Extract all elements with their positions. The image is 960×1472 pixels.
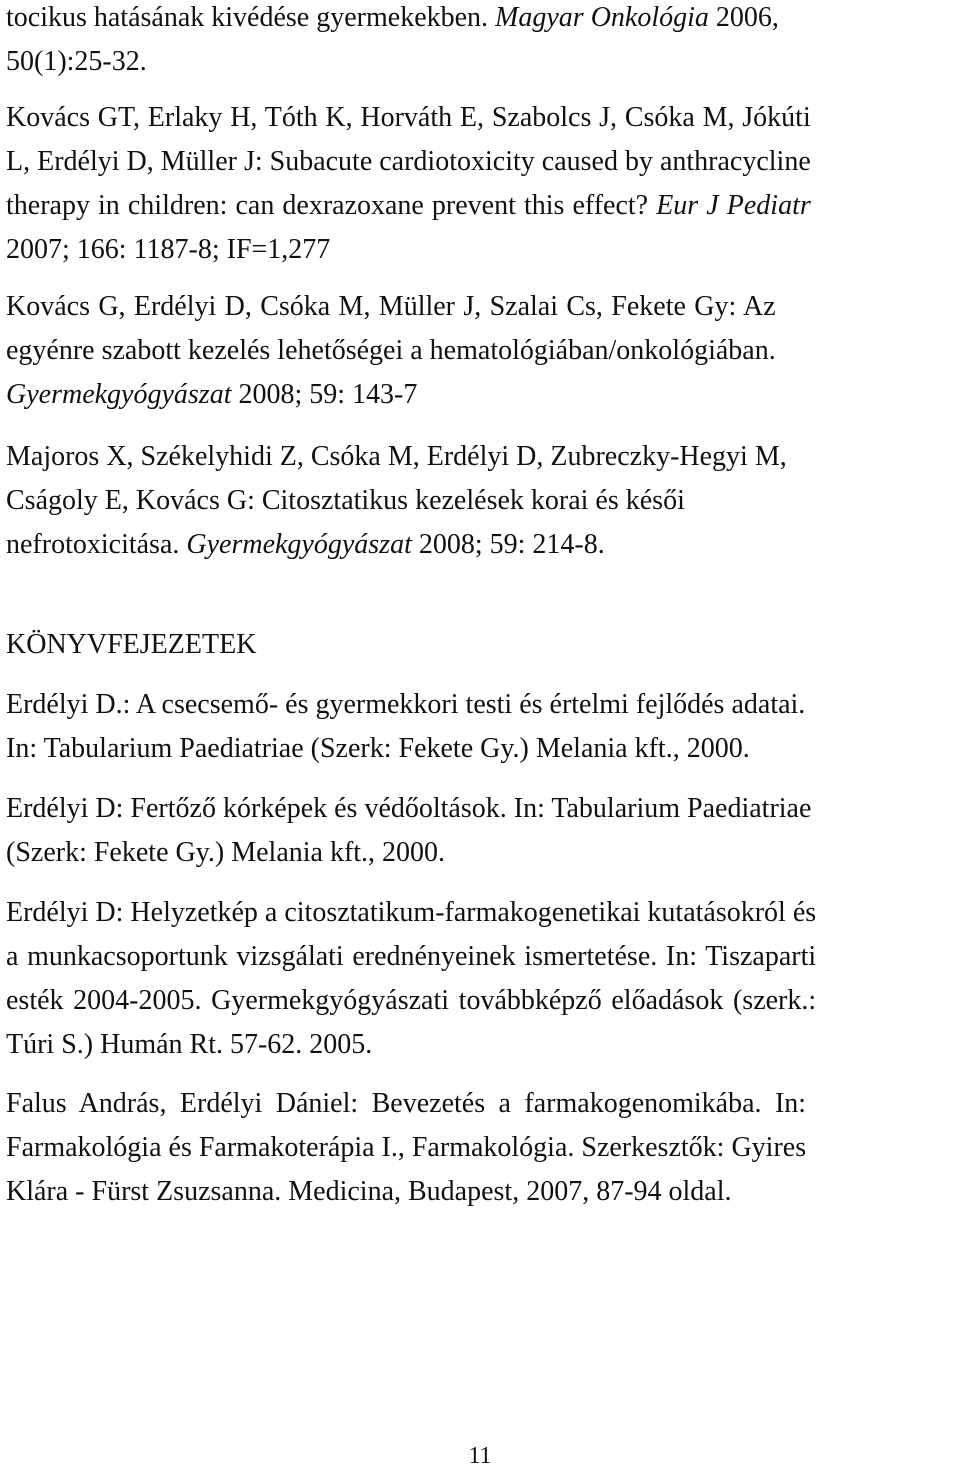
text-line xyxy=(6,0,779,40)
text-line: Erdélyi D: Fertőző kórképek és védőoltások. In: Tabularium Paediatriae xyxy=(6,793,812,824)
text-line: 50(1):25-32. xyxy=(6,46,147,77)
text-line: Majoros X, Székelyhidi Z, Csóka M, Erdélyi D, Zubreczky-Hegyi M, xyxy=(6,441,787,472)
text-line: Cságoly E, Kovács G: Citosztatikus kezelések korai és késői xyxy=(6,485,685,516)
text-line: esték 2004-2005. Gyermekgyógyászati továbbképző előadások (szerk.: xyxy=(6,985,817,1016)
chapter-entry xyxy=(6,891,816,1067)
section-heading-text: KÖNYVFEJEZETEK xyxy=(6,629,257,660)
text-span: 2006, xyxy=(708,2,779,33)
reference-entry xyxy=(6,285,776,417)
text-line: Erdélyi D.: A csecsemő- és gyermekkori testi és értelmi fejlődés adatai. xyxy=(6,689,806,720)
text-span: therapy in children: can dexrazoxane prevent this effect? xyxy=(6,190,657,221)
text-span: tocikus hatásának kivédése gyermekekben. xyxy=(6,2,496,33)
text-line: In: Tabularium Paediatriae (Szerk: Fekete Gy.) Melania kft., 2000. xyxy=(6,733,750,764)
text-line: L, Erdélyi D, Müller J: Subacute cardiotoxicity caused by anthracycline xyxy=(6,146,811,177)
page-number: 11 xyxy=(468,1443,492,1469)
chapter-entry xyxy=(6,683,805,771)
text-line: Falus András, Erdélyi Dániel: Bevezetés a farmakogenomikába. In: xyxy=(6,1088,807,1119)
text-line: a munkacsoportunk vizsgálati erednényeinek ismertetése. In: Tiszaparti xyxy=(6,941,817,972)
text-line: Farmakológia és Farmakoterápia I., Farmakológia. Szerkesztők: Gyires xyxy=(6,1132,807,1163)
text-line: 2007; 166: 1187-8; IF=1,277 xyxy=(6,234,331,265)
text-line xyxy=(6,523,787,567)
reference-continuation xyxy=(6,0,779,84)
text-span: 2008; 59: 214-8. xyxy=(411,529,605,560)
text-line: Túri S.) Humán Rt. 57-62. 2005. xyxy=(6,1029,373,1060)
text-line xyxy=(6,184,811,228)
journal-name: Eur J Pediatr xyxy=(656,190,811,221)
chapter-entry xyxy=(6,1082,806,1214)
text-line: Kovács G, Erdélyi D, Csóka M, Müller J, Szalai Cs, Fekete Gy: Az xyxy=(6,291,776,322)
journal-name: Gyermekgyógyászat xyxy=(186,529,412,560)
reference-entry xyxy=(6,96,811,272)
text-line: Kovács GT, Erlaky H, Tóth K, Horváth E, Szabolcs J, Csóka M, Jókúti xyxy=(6,102,811,133)
journal-name: Gyermekgyógyászat xyxy=(6,379,232,410)
text-span: 2008; 59: 143-7 xyxy=(231,379,418,410)
text-span: nefrotoxicitása. xyxy=(6,529,187,560)
section-heading xyxy=(6,623,256,667)
journal-name: Magyar Onkológia xyxy=(495,2,709,33)
text-line: egyénre szabott kezelés lehetőségei a hematológiában/onkológiában. xyxy=(6,335,776,366)
reference-entry xyxy=(6,435,787,567)
text-line: Klára - Fürst Zsuzsanna. Medicina, Budapest, 2007, 87-94 oldal. xyxy=(6,1176,732,1207)
chapter-entry xyxy=(6,787,811,875)
text-line: (Szerk: Fekete Gy.) Melania kft., 2000. xyxy=(6,837,446,868)
text-line xyxy=(6,373,776,417)
text-line: Erdélyi D: Helyzetkép a citosztatikum-farmakogenetikai kutatásokról és xyxy=(6,897,817,928)
